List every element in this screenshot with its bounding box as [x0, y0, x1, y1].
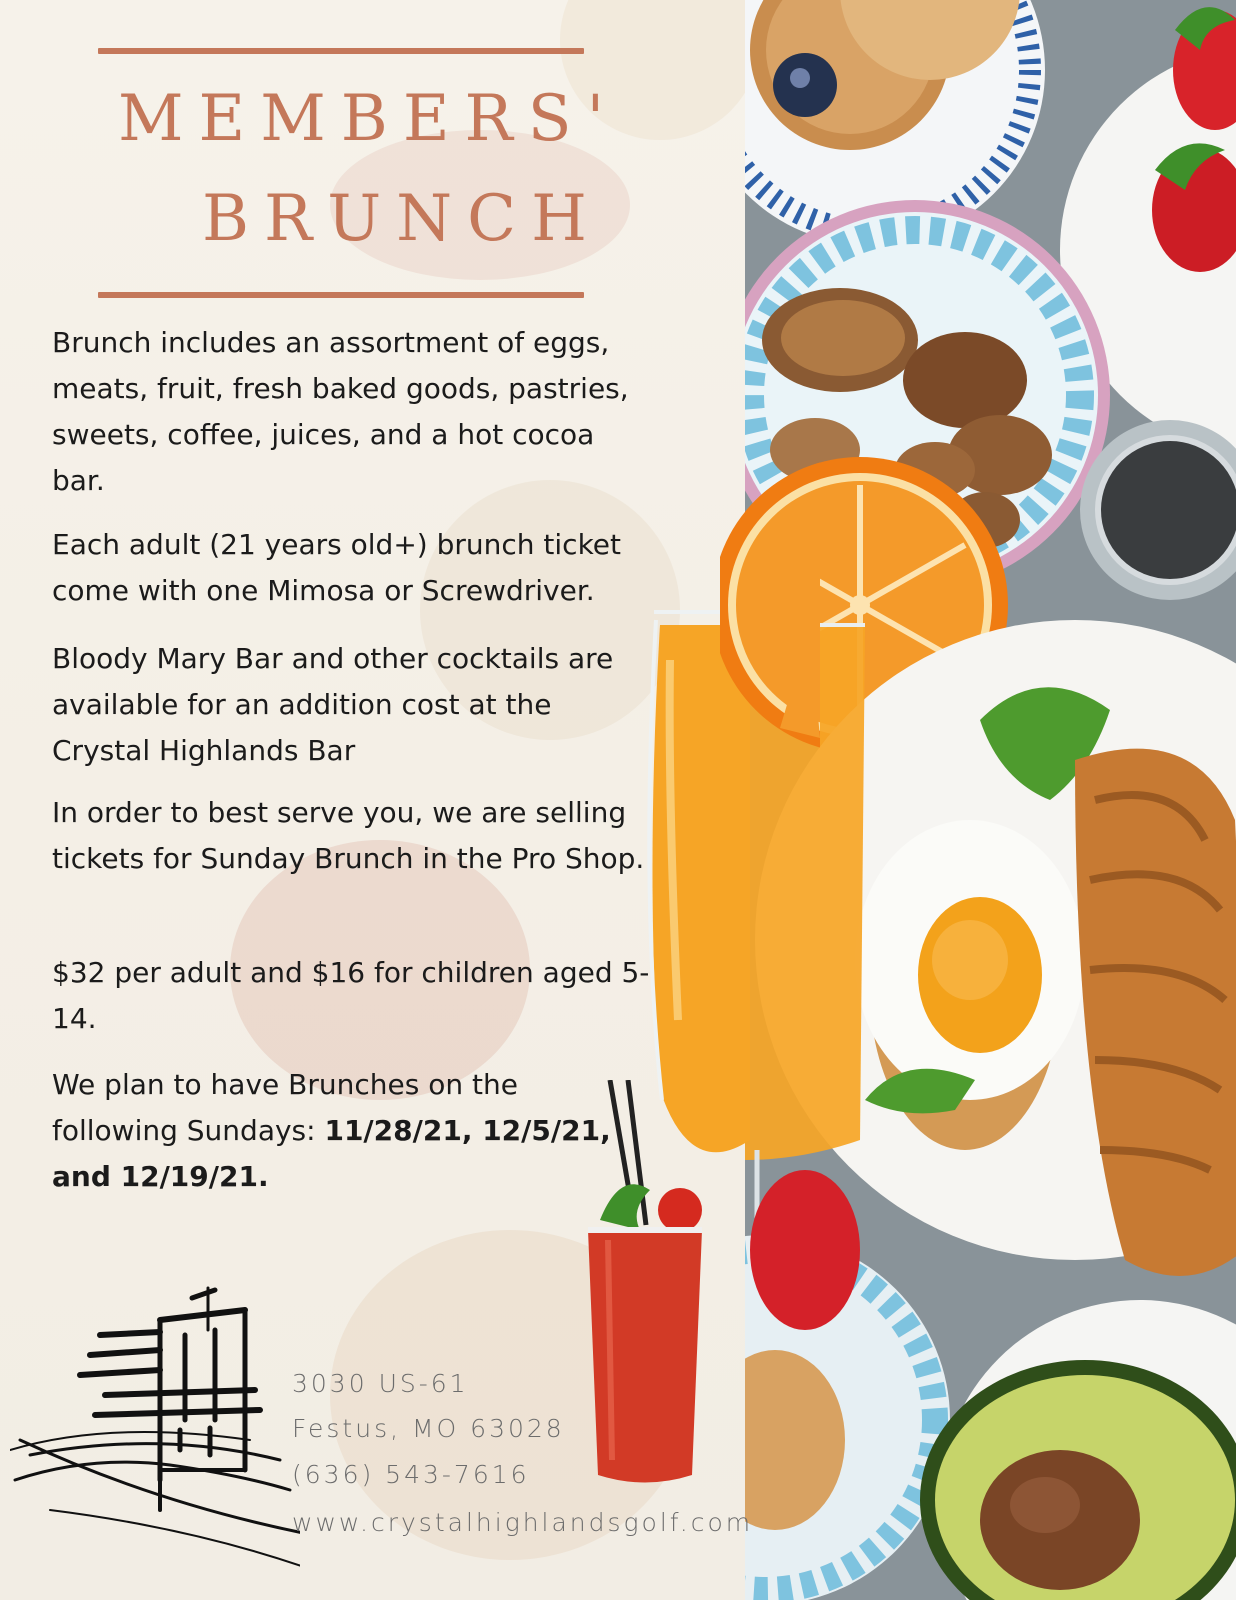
clubhouse-tower-logo — [10, 1280, 300, 1580]
paragraph-adult-ticket: Each adult (21 years old+) brunch ticket come with one Mimosa or Screwdriver. — [52, 528, 621, 607]
food-photo — [745, 0, 1236, 1600]
address-line-2: Festus, MO 63028 — [292, 1414, 565, 1443]
orange-slice-left — [720, 448, 820, 748]
dates-list: 11/28/21, 12/5/21, and 12/19/21. — [52, 1114, 611, 1193]
paragraph-pricing: $32 per adult and $16 for children aged 5-14. — [52, 956, 650, 1035]
title-line-1: MEMBERS' — [118, 82, 620, 156]
paragraph-menu: Brunch includes an assortment of eggs, meats, fruit, fresh baked goods, pastries, sweets, coffee, juices, and a hot cocoa bar. — [52, 326, 629, 497]
title-line-2: BRUNCH — [202, 182, 602, 256]
paragraph-dates — [52, 1062, 652, 1200]
website-link[interactable]: www.crystalhighlandsgolf.com — [292, 1508, 754, 1537]
food-photo-panel — [745, 0, 1236, 1600]
paragraph-tickets: In order to best serve you, we are selling tickets for Sunday Brunch in the Pro Shop. — [52, 796, 645, 875]
paragraph-bar: Bloody Mary Bar and other cocktails are available for an addition cost at the Crystal Highlands Bar — [52, 642, 614, 767]
dates-intro: We plan to have Brunches on the following Sundays: — [52, 1068, 518, 1147]
title-rule-top — [98, 48, 584, 54]
phone-number: (636) 543-7616 — [292, 1460, 530, 1489]
title-rule-bottom — [98, 292, 584, 298]
address-line-1: 3030 US-61 — [292, 1369, 469, 1398]
